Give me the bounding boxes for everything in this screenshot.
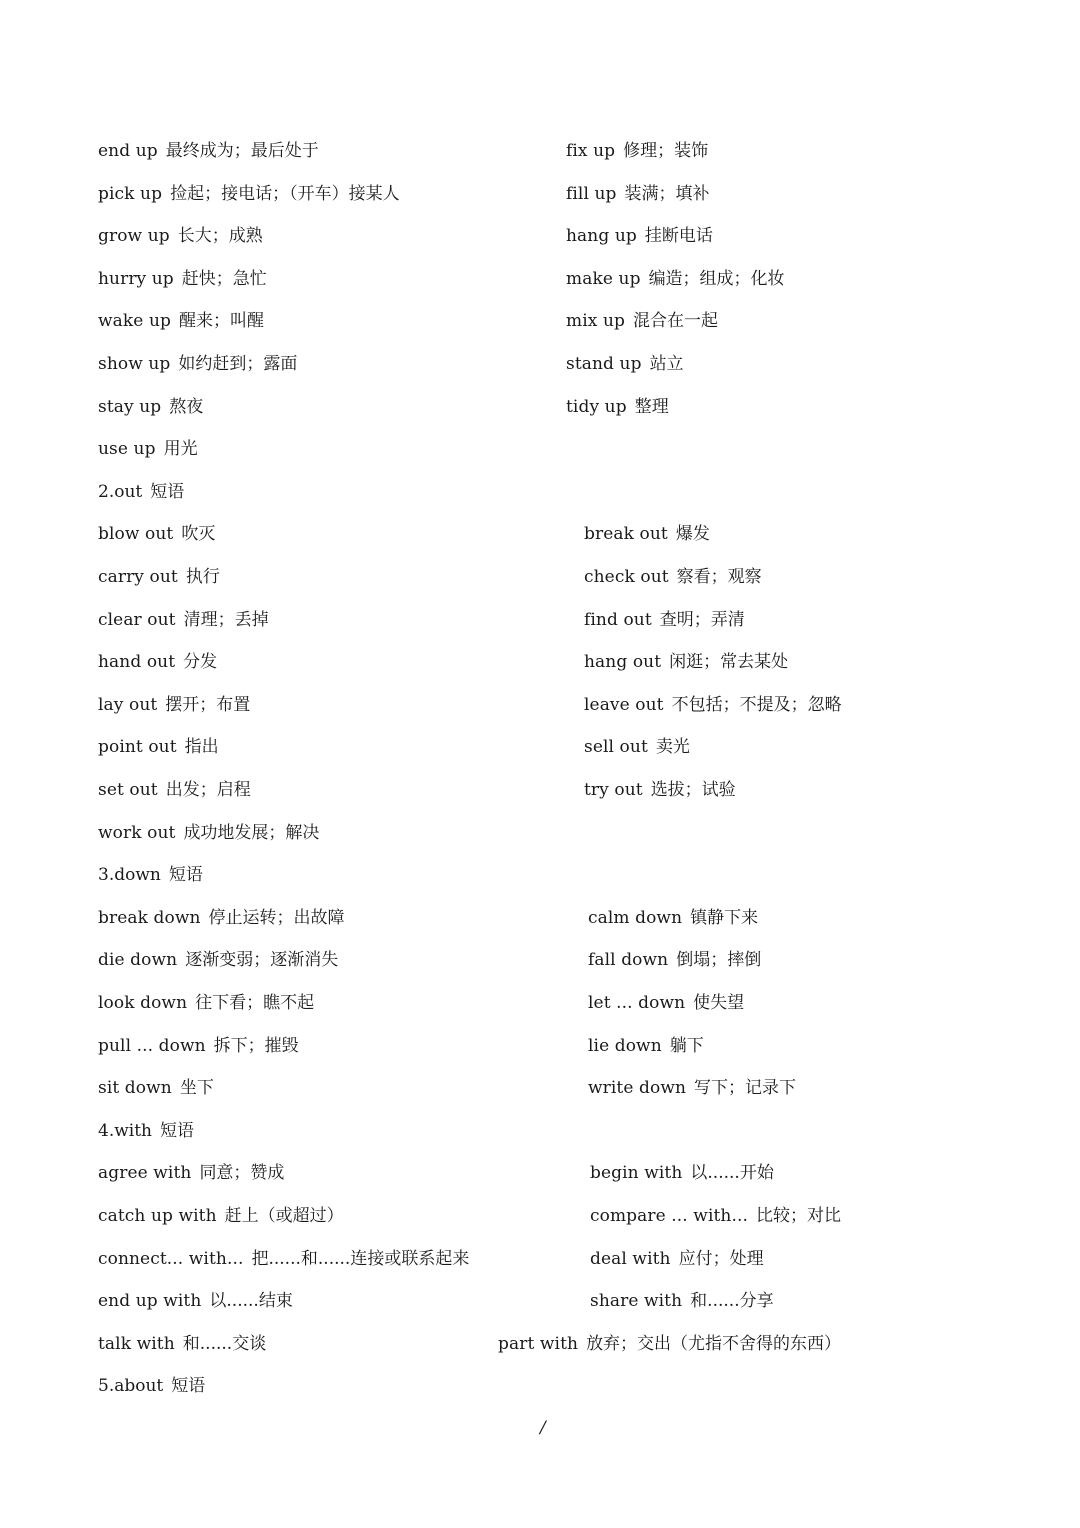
phrase-zh: 写下；记录下 [694,1078,797,1099]
phrase-row [0,1077,1080,1117]
phrase-right [566,140,708,162]
phrase-row [0,310,1080,350]
phrase-row [0,566,1080,606]
phrase-zh: 醒来；叫醒 [178,311,264,332]
phrase-en: catch up with [98,1206,217,1226]
section-heading-en: 3.down [98,865,161,886]
phrase-zh: 爆发 [675,524,710,545]
phrase-zh: 以......开始 [690,1163,774,1184]
phrase-en: end up [98,141,158,161]
phrase-en: break down [98,907,201,928]
phrase-zh: 清理；丢掉 [183,609,269,630]
phrase-zh: 查明；弄清 [659,609,745,630]
phrase-en: die down [98,950,178,971]
phrase-en: stand up [566,354,642,374]
section-heading-row [0,1375,1080,1415]
section-heading [98,481,184,503]
phrase-left [98,651,217,673]
phrase-row [0,779,1080,819]
phrase-left [98,694,250,716]
phrase-row [0,651,1080,691]
phrase-zh: 躺下 [669,1035,704,1056]
phrase-row [0,1162,1080,1202]
phrase-right [588,992,744,1014]
phrase-right [588,1035,704,1057]
phrase-row [0,1290,1080,1330]
phrase-en: set out [98,780,158,800]
phrase-en: let ... down [588,993,686,1013]
phrase-en: compare ... with... [590,1206,748,1226]
phrase-left [98,140,319,162]
phrase-zh: 摆开；布置 [165,694,251,715]
phrase-en: sell out [584,737,648,758]
phrase-zh: 捡起；接电话；（开车）接某人 [170,183,400,204]
phrase-en: wake up [98,311,171,332]
phrase-zh: 闲逛；常去某处 [669,652,789,673]
phrase-left [98,566,220,588]
phrase-right [588,949,761,971]
phrase-zh: 整理 [634,396,669,417]
phrase-right [566,396,669,418]
phrase-left [98,779,251,801]
phrase-zh: 和......交谈 [182,1333,267,1354]
phrase-en: fill up [566,183,617,204]
phrase-row [0,609,1080,649]
phrase-zh: 如约赶到；露面 [178,354,298,374]
phrase-zh: 应付；处理 [678,1248,764,1269]
phrase-right [590,1205,841,1227]
phrase-right [566,310,718,332]
phrase-zh: 赶快；急忙 [181,268,267,289]
phrase-row [0,949,1080,989]
phrase-en: talk with [98,1333,175,1354]
phrase-en: lay out [98,694,158,715]
phrase-right [590,1162,774,1184]
phrase-zh: 逐渐变弱；逐渐消失 [185,950,339,971]
section-heading [98,864,203,886]
phrase-zh: 成功地发展；解决 [183,822,320,843]
phrase-right [590,1290,774,1312]
phrase-zh: 把......和......连接或联系起来 [251,1248,470,1269]
section-heading-en: 4.with [98,1120,152,1141]
phrase-en: connect... with... [98,1248,244,1269]
phrase-en: stay up [98,396,162,417]
phrase-zh: 拆下；摧毁 [213,1035,299,1056]
phrase-zh: 不包括；不提及；忽略 [671,694,842,715]
section-heading-zh: 短语 [171,1376,206,1397]
phrase-left [98,1035,299,1057]
phrase-en: hang out [584,652,662,673]
phrase-right [584,523,710,545]
phrase-row [0,396,1080,436]
phrase-right [566,225,713,247]
phrase-left [98,438,198,460]
phrase-left [98,396,203,418]
phrase-zh: 倒塌；摔倒 [676,950,762,971]
section-heading-zh: 短语 [150,481,185,502]
phrase-zh: 赶上（或超过） [224,1206,344,1226]
phrase-row [0,183,1080,223]
phrase-en: fall down [588,950,669,971]
phrase-right [498,1333,841,1355]
phrase-row [0,523,1080,563]
phrase-left [98,353,297,375]
phrase-left [98,907,345,929]
phrase-en: mix up [566,311,625,332]
phrase-row [0,1035,1080,1075]
phrase-zh: 熬夜 [169,396,204,417]
phrase-zh: 察看；观察 [676,567,762,587]
phrase-en: share with [590,1291,683,1312]
phrase-row [0,694,1080,734]
phrase-right [584,779,736,801]
phrase-zh: 挂断电话 [644,226,713,247]
phrase-right [588,907,758,929]
phrase-en: look down [98,993,188,1013]
phrase-en: end up with [98,1291,202,1312]
phrase-row [0,1333,1080,1373]
phrase-en: pick up [98,183,163,204]
phrase-right [584,736,690,758]
phrase-en: leave out [584,694,664,715]
section-heading-row [0,481,1080,521]
phrase-zh: 坐下 [179,1078,214,1099]
phrase-en: check out [584,567,669,587]
phrase-en: lie down [588,1035,662,1056]
phrase-right [566,183,710,205]
phrase-zh: 镇静下来 [690,907,759,928]
phrase-right [584,651,788,673]
phrase-row [0,1205,1080,1245]
phrase-right [566,268,785,290]
phrase-left [98,992,314,1014]
section-heading-row [0,864,1080,904]
phrase-en: calm down [588,907,683,928]
phrase-right [584,566,762,588]
phrase-en: pull ... down [98,1035,206,1056]
phrase-zh: 以......结束 [209,1291,293,1312]
phrase-en: part with [498,1333,579,1354]
section-heading [98,1375,205,1397]
phrase-left [98,822,319,844]
phrase-left [98,1162,284,1184]
phrase-zh: 用光 [163,439,198,460]
phrase-zh: 执行 [185,567,220,587]
phrase-zh: 比较；对比 [755,1206,841,1226]
phrase-left [98,225,263,247]
phrase-en: fix up [566,141,616,161]
phrase-en: write down [588,1078,687,1099]
phrase-left [98,736,219,758]
phrase-en: make up [566,268,641,289]
phrase-en: hand out [98,652,176,673]
phrase-right [584,694,842,716]
phrase-left [98,1333,266,1355]
section-heading-zh: 短语 [160,1120,194,1141]
phrase-zh: 编造；组成；化妆 [648,268,785,289]
phrase-zh: 使失望 [693,993,745,1013]
phrase-en: try out [584,780,643,800]
phrase-en: work out [98,822,176,843]
phrase-left [98,1290,293,1312]
phrase-zh: 长大；成熟 [177,226,263,247]
phrase-left [98,609,269,631]
phrase-en: begin with [590,1163,683,1184]
phrase-left [98,310,264,332]
phrase-left [98,183,400,205]
section-heading-en: 2.out [98,481,143,502]
phrase-en: hurry up [98,268,174,289]
phrase-en: clear out [98,609,176,630]
phrase-en: find out [584,609,652,630]
phrase-zh: 吹灭 [181,524,216,545]
phrase-en: sit down [98,1078,172,1099]
section-heading-en: 5.about [98,1376,164,1397]
phrase-en: use up [98,439,156,460]
phrase-zh: 停止运转；出故障 [208,907,345,928]
phrase-row [0,140,1080,180]
phrase-row [0,268,1080,308]
phrase-zh: 混合在一起 [632,311,718,332]
phrase-zh: 同意；赞成 [199,1163,285,1184]
section-heading-zh: 短语 [168,865,203,886]
phrase-en: hang up [566,226,637,247]
phrase-right [588,1077,796,1099]
phrase-zh: 指出 [184,737,219,758]
phrase-en: blow out [98,524,174,545]
phrase-zh: 修理；装饰 [623,141,709,161]
phrase-left [98,1077,214,1099]
section-heading [98,1120,194,1142]
phrase-row [0,438,1080,478]
phrase-left [98,949,338,971]
phrase-left [98,523,215,545]
phrase-left [98,1248,469,1270]
phrase-en: carry out [98,567,178,587]
phrase-zh: 最终成为；最后处于 [165,141,319,161]
phrase-zh: 选拔；试验 [650,780,736,800]
phrase-en: show up [98,354,171,374]
phrase-zh: 出发；启程 [165,780,251,800]
phrase-en: point out [98,737,177,758]
phrase-en: grow up [98,226,170,247]
phrase-zh: 往下看；瞧不起 [195,993,315,1013]
phrase-row [0,907,1080,947]
page-number: / [540,1418,546,1438]
phrase-left [98,1205,344,1227]
phrase-right [590,1248,764,1270]
section-heading-row [0,1120,1080,1160]
phrase-row [0,736,1080,776]
phrase-en: tidy up [566,396,627,417]
phrase-zh: 放弃；交出（尤指不舍得的东西） [586,1333,842,1354]
phrase-en: deal with [590,1248,671,1269]
phrase-zh: 装满；填补 [624,183,710,204]
phrase-zh: 卖光 [655,737,690,758]
phrase-right [584,609,745,631]
phrase-zh: 站立 [649,354,684,374]
phrase-en: agree with [98,1163,192,1184]
phrase-right [566,353,684,375]
phrase-row [0,353,1080,393]
phrase-row [0,1248,1080,1288]
phrase-row [0,225,1080,265]
phrase-zh: 和......分享 [690,1291,774,1312]
phrase-left [98,268,267,290]
phrase-zh: 分发 [183,652,218,673]
phrase-row [0,992,1080,1032]
phrase-en: break out [584,524,668,545]
phrase-row [0,822,1080,862]
